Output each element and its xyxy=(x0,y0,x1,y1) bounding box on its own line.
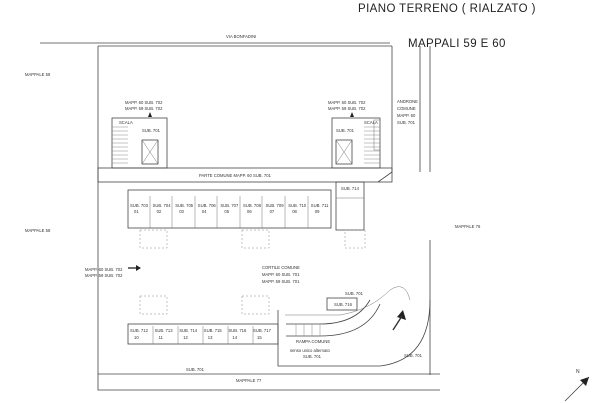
lower-unit-number-3: 12 xyxy=(183,335,188,340)
lower-unit-number-1: 10 xyxy=(134,335,139,340)
upper-unit-number-7: 07 xyxy=(269,209,275,214)
north-arrow-icon xyxy=(565,377,589,401)
upper-unit-number-4: 04 xyxy=(201,209,207,214)
cortile-line-2: MAPP. 60 SUB. 701 xyxy=(262,272,300,277)
left-ref-2: MAPP. 59 SUB. 702 xyxy=(85,273,123,278)
stair-left-ref-2: MAPP. 59 SUB. 702 xyxy=(125,106,163,111)
upper-unit-number-8: 08 xyxy=(292,209,297,214)
sub-716-label: SUB. 716 xyxy=(334,302,352,307)
parking-spot-3 xyxy=(345,230,365,248)
upper-sub-6: SUB. 708 xyxy=(243,203,261,208)
androne-line-4: SUB. 701 xyxy=(397,120,415,125)
stair-right-scala: SCALA xyxy=(364,120,378,125)
rampa-note-2: SUB. 701 xyxy=(303,354,321,359)
neighbor-label-left-mid: MAPPALE 58 xyxy=(25,228,51,233)
cortile-line-3: MAPP. 59 SUB. 701 xyxy=(262,279,300,284)
lower-sub-6: SUB. 717 xyxy=(253,328,271,333)
ramp-direction-arrow-icon xyxy=(397,310,406,320)
upper-unit-number-1: 01 xyxy=(134,209,139,214)
lower-sub-3: SUB. 714 xyxy=(179,328,198,333)
upper-sub-2: SUB. 704 xyxy=(152,203,171,208)
parte-comune-label: PARTE COMUNE MAPP. 60 SUB. 701 xyxy=(199,173,271,178)
neighbor-label-right: MAPPALE 76 xyxy=(455,224,481,229)
androne-line-1: ANDRONE xyxy=(397,99,418,104)
upper-sub-4: SUB. 706 xyxy=(197,203,216,208)
upper-sub-5: SUB. 707 xyxy=(220,203,239,208)
stair-arrow-icon xyxy=(148,112,152,117)
upper-sub-7: SUB. 709 xyxy=(265,203,284,208)
parking-spot-5 xyxy=(242,296,269,314)
lot-boundary xyxy=(98,46,440,390)
stair-right-sub: SUB. 701 xyxy=(336,128,354,133)
upper-unit-number-6: 06 xyxy=(247,209,252,214)
cortile-line-1: CORTILE COMUNE xyxy=(262,265,300,270)
upper-sub-8: SUB. 710 xyxy=(288,203,307,208)
street-label-top: VIA BONFADINI xyxy=(226,34,257,39)
upper-unit-number-3: 03 xyxy=(179,209,184,214)
sub-701-corner: SUB. 701 xyxy=(404,353,422,358)
lower-sub-2: SUB. 713 xyxy=(154,328,173,333)
parking-spot-1 xyxy=(140,230,167,248)
north-label: N xyxy=(576,369,580,375)
stair-arrow-icon-right xyxy=(350,112,354,117)
sub-714-label: SUB. 714 xyxy=(341,186,359,191)
entrance-arrow-icon xyxy=(136,265,141,271)
lower-sub-5: SUB. 716 xyxy=(228,328,247,333)
upper-unit-number-5: 05 xyxy=(224,209,230,214)
stair-left-ref-1: MAPP. 60 SUB. 702 xyxy=(125,100,163,105)
title-line-2: MAPPALI 59 E 60 xyxy=(408,38,506,50)
title-line-1: PIANO TERRENO ( RIALZATO ) xyxy=(358,3,536,15)
androne-line-2: COMUNE xyxy=(397,106,416,111)
lower-sub-1: SUB. 712 xyxy=(130,328,148,333)
androne-line-3: MAPP. 60 xyxy=(397,113,416,118)
upper-sub-9: SUB. 711 xyxy=(310,203,329,208)
neighbor-label-left-top: MAPPALE 58 xyxy=(25,72,51,77)
upper-sub-1: SUB. 703 xyxy=(130,203,148,208)
stair-block-right xyxy=(332,118,380,168)
upper-sub-3: SUB. 705 xyxy=(175,203,194,208)
parte-comune-corner xyxy=(378,172,392,182)
left-ref-1: MAPP. 60 SUB. 702 xyxy=(85,267,123,272)
ramp-direction-arrow-line xyxy=(393,316,402,330)
parking-spot-2 xyxy=(242,230,269,248)
upper-unit-number-2: 02 xyxy=(156,209,162,214)
stair-block-left xyxy=(112,118,167,168)
lower-unit-number-5: 14 xyxy=(232,335,238,340)
parking-spot-4 xyxy=(140,296,167,314)
stair-right-ref-2: MAPP. 59 SUB. 702 xyxy=(328,106,366,111)
lower-unit-number-6: 15 xyxy=(257,335,262,340)
upper-unit-number-9: 09 xyxy=(314,209,320,214)
stair-right-ref-1: MAPP. 60 SUB. 702 xyxy=(328,100,366,105)
neighbor-label-bottom: MAPPALE 77 xyxy=(236,378,262,383)
lower-sub-4: SUB. 715 xyxy=(203,328,222,333)
lower-unit-number-4: 13 xyxy=(207,335,213,340)
sub-701-right: SUB. 701 xyxy=(345,291,363,296)
rampa-note-1: senso unico alternato xyxy=(290,348,330,353)
stair-left-scala: SCALA xyxy=(119,120,133,125)
rampa-label: RAMPA COMUNE xyxy=(296,339,331,344)
sub-701-bottom: SUB. 701 xyxy=(186,367,204,372)
stair-left-sub: SUB. 701 xyxy=(142,128,160,133)
lower-unit-number-2: 11 xyxy=(158,335,163,340)
